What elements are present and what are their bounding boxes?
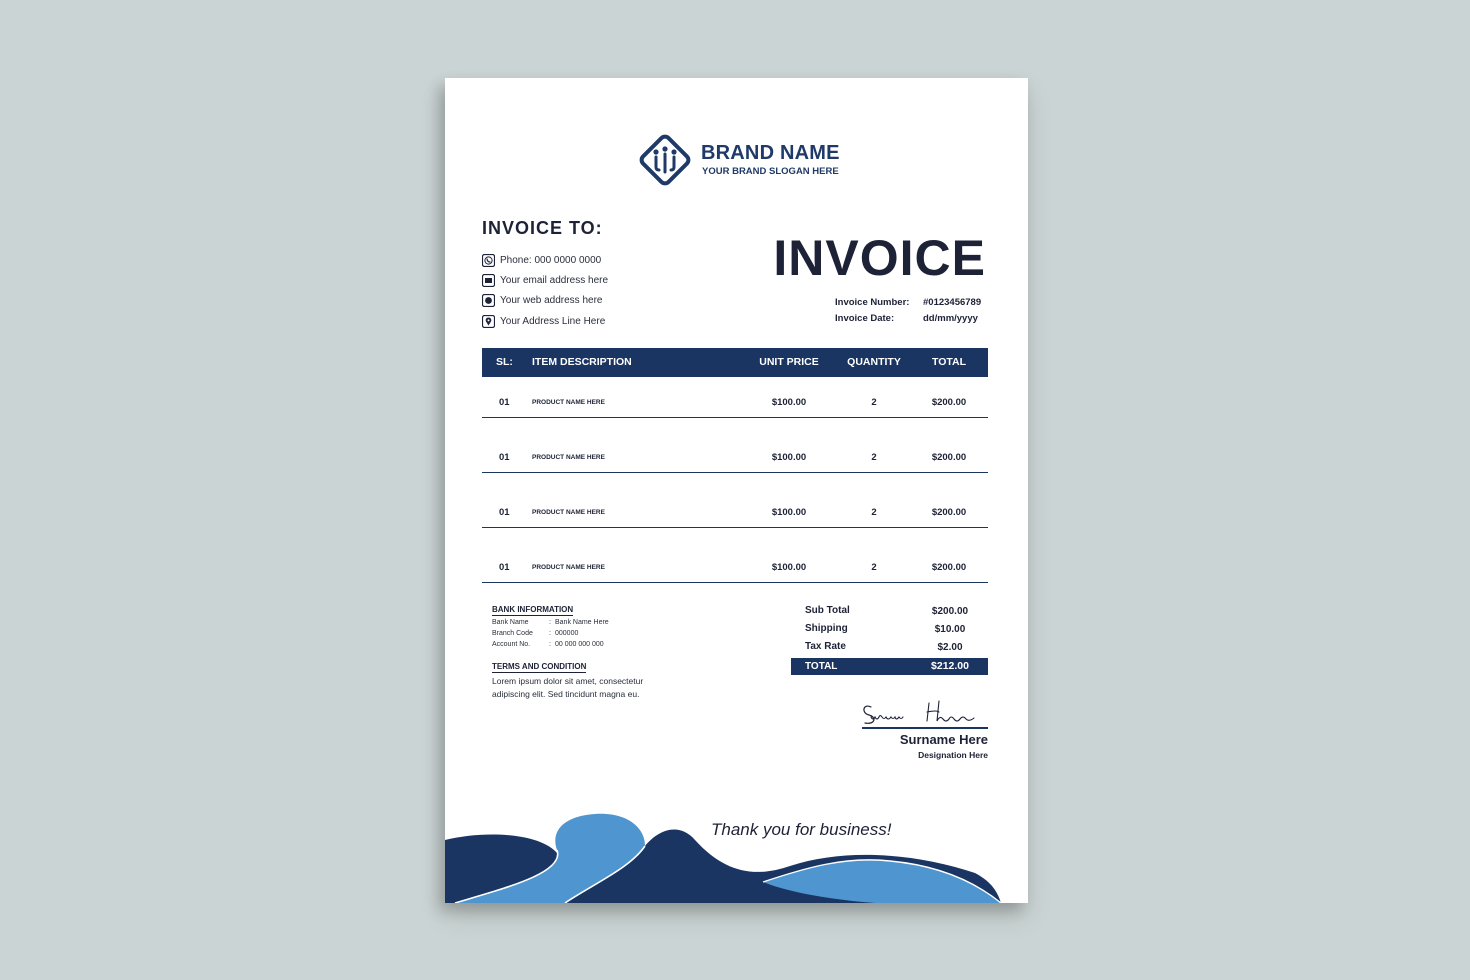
table-row — [482, 434, 988, 473]
grand-total-value: $212.00 — [931, 660, 969, 672]
header-total: TOTAL — [931, 356, 967, 368]
row-description: PRODUCT NAME HERE — [532, 509, 605, 516]
row-description: PRODUCT NAME HERE — [532, 564, 605, 571]
email-icon — [482, 274, 495, 287]
tax-rate-value: $2.00 — [937, 642, 963, 653]
invoice-number-value: #0123456789 — [923, 297, 982, 308]
header-unit-price: UNIT PRICE — [759, 356, 819, 368]
row-quantity: 2 — [871, 397, 877, 408]
header-sl: SL: — [496, 356, 513, 368]
contact-address-text: Your Address Line Here — [500, 315, 606, 327]
bank-name-colon: : — [549, 619, 551, 626]
row-description: PRODUCT NAME HERE — [532, 399, 605, 406]
invoice-number-label: Invoice Number: — [835, 297, 910, 308]
bank-info-heading: BANK INFORMATION — [492, 605, 574, 614]
web-icon — [482, 294, 495, 307]
bank-name-label: Bank Name — [492, 619, 529, 626]
items-table-header — [482, 348, 988, 377]
signatory-name: Surname Here — [899, 732, 988, 747]
row-total: $200.00 — [931, 452, 967, 463]
header-quantity: QUANTITY — [847, 356, 901, 368]
row-description: PRODUCT NAME HERE — [532, 454, 605, 461]
brand-slogan: YOUR BRAND SLOGAN HERE — [702, 166, 839, 177]
branch-code-value: 000000 — [555, 630, 579, 637]
shipping-value: $10.00 — [934, 624, 966, 635]
row-unit-price: $100.00 — [771, 562, 807, 573]
row-sl: 01 — [499, 397, 510, 408]
subtotal-value: $200.00 — [931, 606, 969, 617]
signature-line — [862, 727, 988, 729]
account-no-colon: : — [549, 641, 551, 648]
contact-email-text: Your email address here — [500, 274, 609, 286]
brand-logo-icon — [635, 130, 695, 190]
shipping-label: Shipping — [805, 623, 848, 634]
invoice-date-value: dd/mm/yyyy — [923, 313, 978, 324]
row-unit-price: $100.00 — [771, 452, 807, 463]
row-quantity: 2 — [871, 507, 877, 518]
invoice-page — [445, 78, 1028, 903]
table-row — [482, 379, 988, 418]
contact-phone-text: Phone: 000 0000 0000 — [500, 254, 602, 266]
row-unit-price: $100.00 — [771, 397, 807, 408]
subtotal-label: Sub Total — [805, 605, 850, 616]
header-description: ITEM DESCRIPTION — [532, 356, 632, 368]
row-total: $200.00 — [931, 397, 967, 408]
row-total: $200.00 — [931, 507, 967, 518]
contact-email — [482, 273, 608, 287]
branch-code-colon: : — [549, 630, 551, 637]
phone-icon — [482, 254, 495, 267]
tax-rate-label: Tax Rate — [805, 641, 846, 652]
bank-name-value: Bank Name Here — [555, 619, 609, 626]
contact-web-text: Your web address here — [500, 294, 603, 306]
contact-phone — [482, 253, 601, 267]
row-unit-price: $100.00 — [771, 507, 807, 518]
row-quantity: 2 — [871, 562, 877, 573]
thank-you-message: Thank you for business! — [711, 820, 892, 839]
row-sl: 01 — [499, 562, 510, 573]
table-row — [482, 489, 988, 528]
signatory-designation: Designation Here — [918, 750, 988, 760]
branch-code-label: Branch Code — [492, 630, 533, 637]
account-no-value: 00 000 000 000 — [555, 641, 604, 648]
signature-scribble-icon — [859, 697, 989, 727]
grand-total-label: TOTAL — [805, 661, 838, 672]
terms-heading: TERMS AND CONDITION — [492, 662, 587, 671]
row-sl: 01 — [499, 452, 510, 463]
invoice-to-heading: INVOICE TO: — [482, 218, 603, 238]
terms-text: Lorem ipsum dolor sit amet, consectetur adipiscing elit. Sed tincidunt magna eu. — [492, 676, 644, 699]
invoice-title: INVOICE — [773, 230, 986, 286]
contact-web — [482, 293, 602, 307]
row-quantity: 2 — [871, 452, 877, 463]
account-no-label: Account No. — [492, 641, 531, 648]
brand-name: BRAND NAME — [701, 142, 840, 164]
table-row — [482, 544, 988, 583]
footer-wave-decoration — [445, 778, 1028, 903]
invoice-date-label: Invoice Date: — [835, 313, 895, 324]
contact-address — [482, 314, 605, 328]
grand-total-bar — [791, 658, 988, 675]
row-total: $200.00 — [931, 562, 967, 573]
location-icon — [482, 315, 495, 328]
row-sl: 01 — [499, 507, 510, 518]
